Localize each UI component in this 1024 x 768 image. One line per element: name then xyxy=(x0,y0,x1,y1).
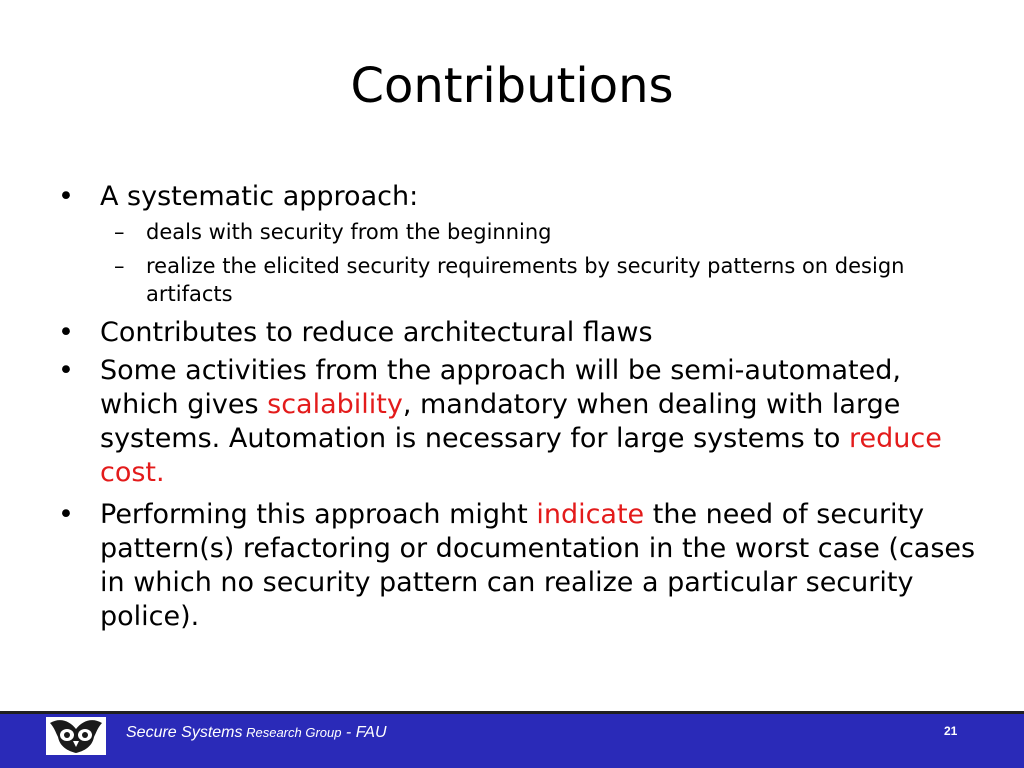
bullet-icon: • xyxy=(58,499,74,530)
sub-bullet-text: realize the elicited security requirements by security patterns on design artifacts xyxy=(146,254,905,306)
footer-bar xyxy=(0,714,1024,768)
footer-group-name xyxy=(126,724,387,742)
bullet-item xyxy=(58,354,978,490)
bullet-item xyxy=(58,180,978,214)
dash-icon: – xyxy=(114,254,125,278)
highlight-scalability: scalability xyxy=(267,389,403,420)
sub-bullet-item xyxy=(58,218,978,246)
slide-title: Contributions xyxy=(350,58,674,114)
footer-suffix: - FAU xyxy=(341,724,387,741)
sub-bullet-item xyxy=(58,252,978,308)
page-number: 21 xyxy=(944,724,958,738)
bullet-icon: • xyxy=(58,181,74,212)
slide-content xyxy=(58,180,978,638)
bullet-text-part: , mandatory when dealing with large systems. Automation is necessary for large systems to xyxy=(100,389,901,454)
highlight-reduce-cost: reduce cost. xyxy=(100,423,942,488)
bullet-item xyxy=(58,316,978,350)
bullet-text-part: Some activities from the approach will be semi-automated, which gives xyxy=(100,355,901,420)
bullet-text-part: Performing this approach might xyxy=(100,499,537,530)
bullet-item xyxy=(58,498,978,634)
bullet-icon: • xyxy=(58,317,74,348)
highlight-indicate: indicate xyxy=(536,499,645,530)
owl-logo-icon xyxy=(46,717,106,755)
footer-group-rest: Research Group xyxy=(242,725,342,740)
bullet-text-part: the need of security pattern(s) refactoring or documentation in the worst case (cases in which no security pattern can realize a particular security police). xyxy=(100,499,976,632)
dash-icon: – xyxy=(114,220,125,244)
bullet-icon: • xyxy=(58,355,74,386)
footer-group-bold: Secure Systems xyxy=(126,724,243,741)
bullet-text: Contributes to reduce architectural flaws xyxy=(100,317,653,348)
sub-bullet-text: deals with security from the beginning xyxy=(146,220,552,244)
bullet-text: A systematic approach: xyxy=(100,181,419,212)
